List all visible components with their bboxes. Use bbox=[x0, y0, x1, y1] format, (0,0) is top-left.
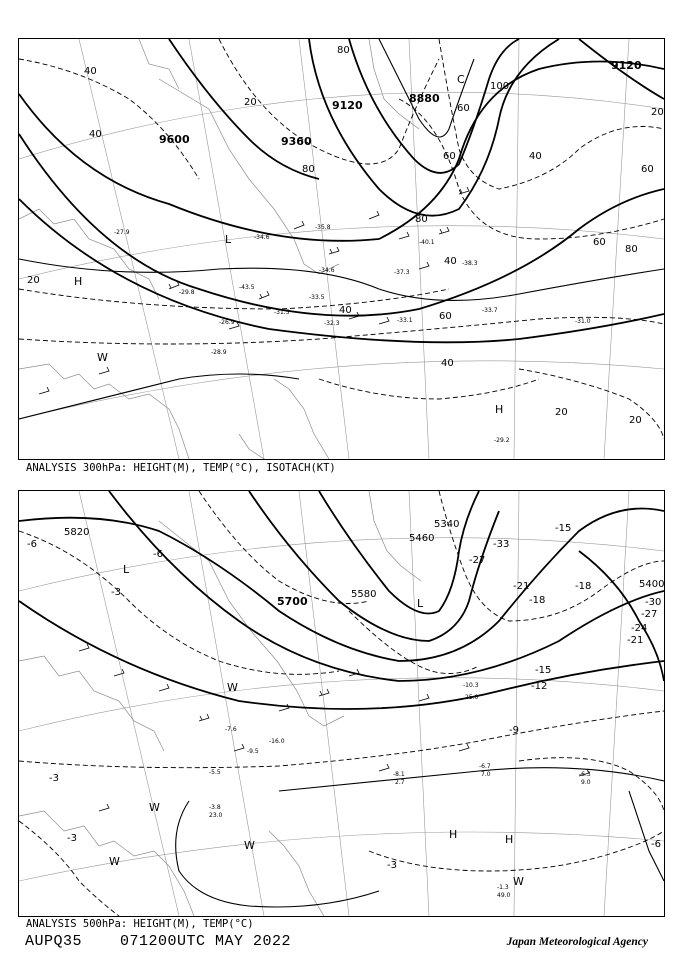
isotach-label: 40 bbox=[84, 66, 97, 77]
temp-label: -9 bbox=[509, 725, 519, 736]
height-label: 9120 bbox=[332, 99, 363, 112]
station-value: -9.5 bbox=[247, 748, 259, 755]
temp-label: -33 bbox=[493, 539, 510, 550]
station-value: -16.0 bbox=[269, 738, 285, 745]
isotach-label: 40 bbox=[441, 358, 454, 369]
isotach-label: 40 bbox=[339, 305, 352, 316]
isotach-label: 80 bbox=[415, 214, 428, 225]
temp-label: -21 bbox=[513, 581, 530, 592]
high-center: H bbox=[495, 403, 504, 416]
station-value: -40.1 bbox=[419, 239, 435, 246]
station-value: -33.7 bbox=[482, 307, 498, 314]
height-label: 8880 bbox=[409, 92, 440, 105]
warm-center: W bbox=[244, 839, 255, 852]
isotach-label: 20 bbox=[629, 415, 642, 426]
low-center: L bbox=[123, 563, 130, 576]
map-500hpa bbox=[19, 491, 664, 916]
isotach-label: 100 bbox=[490, 81, 510, 92]
station-value: -28.9 bbox=[211, 349, 227, 356]
temp-label: -15 bbox=[555, 523, 572, 534]
temp-label: -21 bbox=[627, 635, 644, 646]
cold-center: C bbox=[457, 73, 465, 86]
temp-label: -3 bbox=[49, 773, 59, 784]
isotach-label: 20 bbox=[555, 407, 568, 418]
panel-caption-300hpa: ANALYSIS 300hPa: HEIGHT(M), TEMP(°C), ISOTACH(KT) bbox=[26, 462, 336, 474]
station-value: -8.1 bbox=[393, 771, 405, 778]
station-value: -35.8 bbox=[315, 224, 331, 231]
station-value: -27.9 bbox=[114, 229, 130, 236]
isotach-label: 40 bbox=[529, 151, 542, 162]
height-contours bbox=[19, 39, 664, 342]
station-value: -34.6 bbox=[319, 267, 335, 274]
temp-label: -30 bbox=[645, 597, 662, 608]
chart-code: AUPQ35 071200UTC MAY 2022 bbox=[25, 933, 292, 950]
height-label: 5460 bbox=[409, 533, 435, 544]
warm-center: W bbox=[227, 681, 238, 694]
station-value: -5.5 bbox=[209, 769, 221, 776]
station-value: -34.6 bbox=[254, 234, 270, 241]
height-label: 9360 bbox=[281, 135, 312, 148]
map-300hpa bbox=[19, 39, 664, 459]
temp-label: -27 bbox=[641, 609, 658, 620]
station-value: -43.5 bbox=[239, 284, 255, 291]
station-value: -6.3 bbox=[579, 771, 591, 778]
isotach-label: 80 bbox=[337, 45, 350, 56]
temp-label: -6 bbox=[153, 549, 163, 560]
isotach-label: 60 bbox=[443, 151, 456, 162]
station-value: -33.5 bbox=[309, 294, 325, 301]
isotach-label: 80 bbox=[625, 244, 638, 255]
temp-label: -3 bbox=[111, 587, 121, 598]
isotach-label: 60 bbox=[593, 237, 606, 248]
station-value: -7.6 bbox=[225, 726, 237, 733]
isotach-label: 20 bbox=[651, 107, 664, 118]
station-value: -38.3 bbox=[462, 260, 478, 267]
isotach-label: 60 bbox=[641, 164, 654, 175]
temp-label: -3 bbox=[67, 833, 77, 844]
high-center: H bbox=[449, 828, 458, 841]
chart-panel-500hpa bbox=[18, 490, 665, 917]
isotach-label: 40 bbox=[444, 256, 457, 267]
isotach-label: 20 bbox=[27, 275, 40, 286]
station-value: -29.8 bbox=[179, 289, 195, 296]
isotach-label: 80 bbox=[302, 164, 315, 175]
station-value: -26.9 bbox=[219, 319, 235, 326]
high-center: H bbox=[505, 833, 514, 846]
height-label: 9120 bbox=[611, 59, 642, 72]
station-value: -32.3 bbox=[324, 320, 340, 327]
isotach-label: 40 bbox=[89, 129, 102, 140]
warm-center: W bbox=[513, 875, 524, 888]
temp-label: -15 bbox=[535, 665, 552, 676]
isotach-label: 60 bbox=[457, 103, 470, 114]
temp-label: -18 bbox=[529, 595, 546, 606]
height-label: 5340 bbox=[434, 519, 460, 530]
chart-panel-300hpa bbox=[18, 38, 665, 460]
warm-center: W bbox=[149, 801, 160, 814]
low-center: L bbox=[417, 597, 424, 610]
temp-label: -3 bbox=[387, 860, 397, 871]
station-value: -33.1 bbox=[397, 317, 413, 324]
high-center: H bbox=[74, 275, 83, 288]
temp-label: -18 bbox=[575, 581, 592, 592]
temp-label: -6 bbox=[27, 539, 37, 550]
temp-label: -24 bbox=[631, 623, 648, 634]
station-value: -31.0 bbox=[575, 318, 591, 325]
station-value: -3.8 bbox=[209, 804, 221, 811]
station-value: -29.2 bbox=[494, 437, 510, 444]
warm-center: W bbox=[97, 351, 108, 364]
station-value: 9.0 bbox=[581, 779, 591, 786]
height-label: 5820 bbox=[64, 527, 90, 538]
warm-center: W bbox=[109, 855, 120, 868]
station-value: 23.0 bbox=[209, 812, 223, 819]
temp-label: -6 bbox=[651, 839, 661, 850]
station-value: 2.7 bbox=[395, 779, 405, 786]
graticule bbox=[19, 491, 664, 916]
temp-label: -12 bbox=[531, 681, 548, 692]
height-label: 9600 bbox=[159, 133, 190, 146]
station-value: 7.0 bbox=[481, 771, 491, 778]
station-value: -31.5 bbox=[274, 309, 290, 316]
station-value: 49.0 bbox=[497, 892, 511, 899]
station-value: -6.7 bbox=[479, 763, 491, 770]
height-label: 5700 bbox=[277, 595, 308, 608]
issuer-label: Japan Meteorological Agency bbox=[506, 936, 648, 948]
station-value: -10.3 bbox=[463, 682, 479, 689]
station-value: 25.0 bbox=[465, 694, 479, 701]
isotach-label: 60 bbox=[439, 311, 452, 322]
station-value: -37.3 bbox=[394, 269, 410, 276]
isotach-label: 20 bbox=[244, 97, 257, 108]
height-label: 5400 bbox=[639, 579, 664, 590]
height-label: 5580 bbox=[351, 589, 377, 600]
station-value: -1.3 bbox=[497, 884, 509, 891]
temp-label: -27 bbox=[469, 555, 486, 566]
temperature-loop bbox=[176, 768, 664, 907]
low-center: L bbox=[225, 233, 232, 246]
panel-caption-500hpa: ANALYSIS 500hPa: HEIGHT(M), TEMP(°C) bbox=[26, 918, 254, 930]
